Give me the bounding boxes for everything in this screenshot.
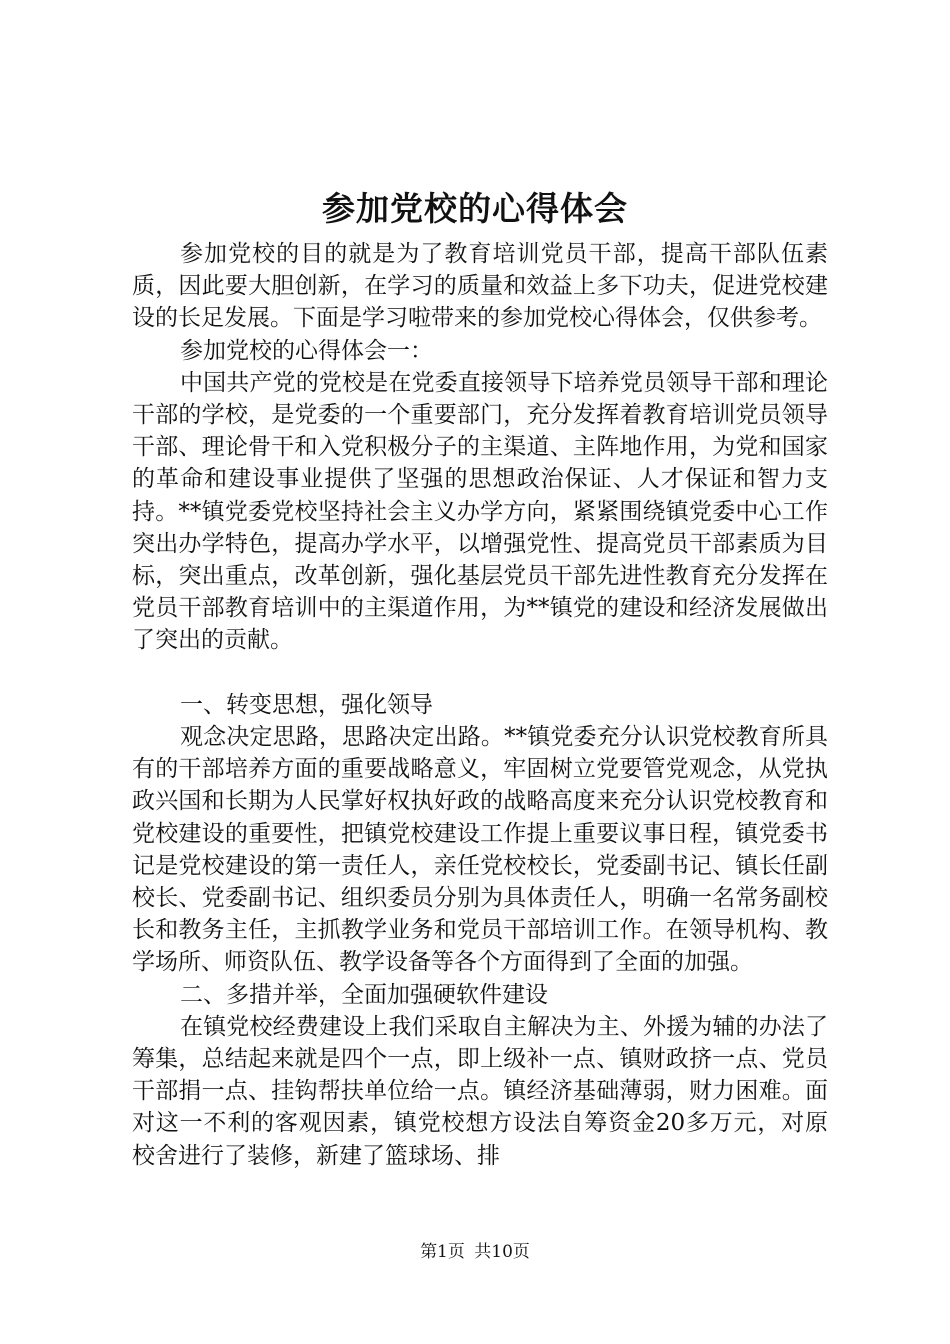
document-title: 参加党校的心得体会 <box>322 189 628 228</box>
paragraph-spacer <box>132 657 828 689</box>
section-heading-1: 一、转变思想，强化领导 <box>180 691 433 718</box>
body-paragraph-party-school: 中国共产党的党校是在党委直接领导下培养党员领导干部和理论干部的学校，是党委的一个重要部门，充分发挥着教育培训党员领导干部、理论骨干和入党积极分子的主渠道、主阵地作用，为党和国家的革命和建设事业提供了坚强的思想政治保证、人才保证和智力支持。**镇党委党校坚持社会主义办学方向，紧紧围绕镇党委中心工作突出办学特色，提高办学水平，以增强党性、提高党员干部素质为目标，突出重点，改革创新，强化基层党员干部先进性教育充分发挥在党员干部教育培训中的主渠道作用，为**镇党的建设和经济发展做出了突出的贡献。 <box>132 369 828 654</box>
intro-paragraph: 参加党校的目的就是为了教育培训党员干部，提高干部队伍素质，因此要大胆创新，在学习的质量和效益上多下功夫，促进党校建设的长足发展。下面是学习啦带来的参加党校心得体会，仅供参考。 <box>132 241 828 332</box>
body-paragraph-funding: 在镇党校经费建设上我们采取自主解决为主、外援为辅的办法了筹集，总结起来就是四个一点，即上级补一点、镇财政挤一点、党员干部捐一点、挂钩帮扶单位给一点。镇经济基础薄弱，财力困难。面对这一不利的客观因素，镇党校想方设法自筹资金20多万元，对原校舍进行了装修，新建了篮球场、排 <box>132 1013 828 1169</box>
document-body <box>132 238 828 1172</box>
section-heading-part-one: 参加党校的心得体会一： <box>180 337 433 364</box>
page-number-footer: 第1页 共10页 <box>420 1242 530 1262</box>
section-heading-2: 二、多措并举，全面加强硬软件建设 <box>180 981 548 1008</box>
body-paragraph-leadership: 观念决定思路，思路决定出路。**镇党委充分认识党校教育所具有的干部培养方面的重要战略意义，牢固树立党要管党观念，从党执政兴国和长期为人民掌好权执好政的战略高度来充分认识党校教育和党校建设的重要性，把镇党校建设工作提上重要议事日程，镇党委书记是党校建设的第一责任人，亲任党校校长，党委副书记、镇长任副校长、党委副书记、组织委员分别为具体责任人，明确一名常务副校长和教务主任，主抓教学业务和党员干部培训工作。在领导机构、教学场所、师资队伍、教学设备等各个方面得到了全面的加强。 <box>132 724 828 976</box>
